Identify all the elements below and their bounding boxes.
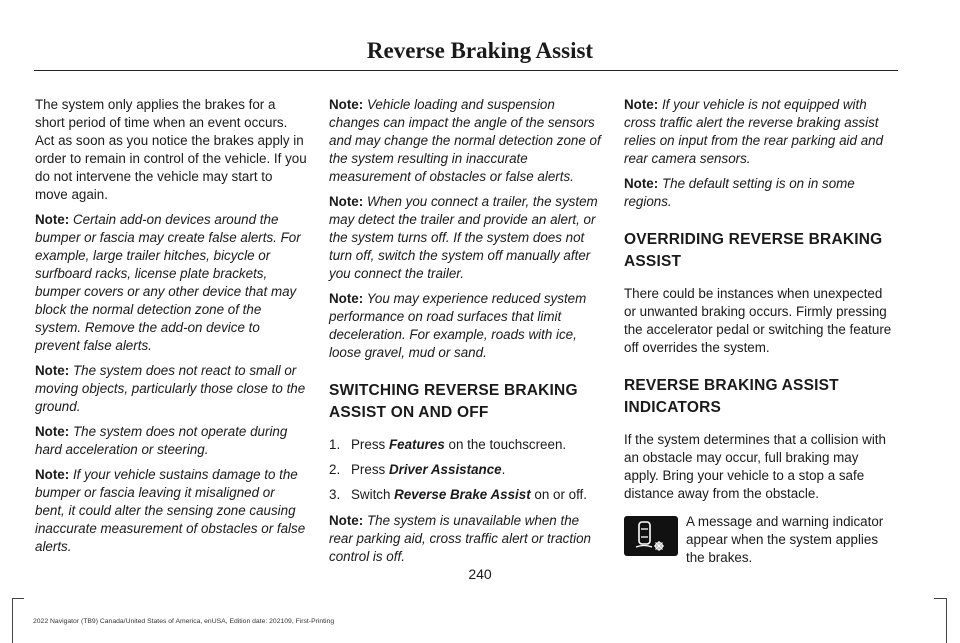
note-label: Note: — [35, 363, 70, 378]
list-item: 1. Press Features on the touchscreen. — [329, 437, 567, 452]
page-number: 240 — [468, 566, 492, 582]
crop-mark — [934, 598, 946, 599]
header-divider — [34, 70, 898, 71]
indicator-caption: A message and warning indicator appear when the system applies the brakes. — [686, 514, 884, 565]
note-label: Note: — [329, 513, 364, 528]
footer-edition-info: 2022 Navigator (TB9) Canada/United States of America, enUSA, Edition date: 202109, First-Printing — [33, 618, 335, 625]
column-2 — [329, 96, 601, 573]
note-label: Note: — [35, 424, 70, 439]
note: Note: The system is unavailable when the rear parking aid, cross traffic alert or traction control is off. — [329, 513, 591, 564]
list-item: 3. Switch Reverse Brake Assist on or off. — [329, 487, 587, 502]
note-label: Note: — [329, 97, 364, 112]
page-title: Reverse Braking Assist — [366, 38, 594, 63]
note: Note: The system does not react to small or moving objects, particularly those close to the ground. — [35, 363, 306, 414]
indicators-paragraph: If the system determines that a collision with an obstacle may occur, full braking may apply. Bring your vehicle to a stop a safe distance away from the obstacle. — [624, 432, 886, 501]
list-item: 2. Press Driver Assistance. — [329, 462, 506, 477]
note: Note: If your vehicle sustains damage to the bumper or fascia leaving it misaligned or bent, it could alter the sensing zone causing inaccurate measurement of obstacles or false alerts. — [35, 467, 306, 554]
note: Note: Certain add-on devices around the bumper or fascia may create false alerts. For example, large trailer hitches, bicycle or surfboard racks, license plate brackets, bumper covers or any other device that may block the normal detection zone of the system. Remove the add-on device to prevent false alerts. — [35, 212, 301, 353]
intro-paragraph: The system only applies the brakes for a short period of time when an event occurs. Act as soon as you notice the brakes apply in order to remain in control of the vehicle. If you do not intervene the vehicle may start to move again. — [35, 97, 307, 202]
note: Note: If your vehicle is not equipped with cross traffic alert the reverse braking assist relies on input from the rear parking aid and rear camera sensors. — [624, 97, 884, 166]
note: Note: The default setting is on in some regions. — [624, 176, 855, 209]
crop-mark — [946, 598, 947, 643]
column-3 — [624, 96, 896, 567]
note: Note: When you connect a trailer, the system may detect the trailer and provide an alert, or the system turns off. If the system does not turn off, switch the system off manually after you connect the trailer. — [329, 194, 598, 281]
override-paragraph: There could be instances when unexpected or unwanted braking occurs. Firmly pressing the accelerator pedal or switching the feature off overrides the system. — [624, 286, 892, 355]
note-label: Note: — [624, 176, 659, 191]
note-label: Note: — [624, 97, 659, 112]
section-heading-overriding: OVERRIDING REVERSE BRAKING ASSIST — [624, 231, 883, 270]
section-heading-switching: SWITCHING REVERSE BRAKING ASSIST ON AND OFF — [329, 382, 578, 421]
note-label: Note: — [35, 212, 70, 227]
note-label: Note: — [329, 291, 364, 306]
crop-mark — [12, 598, 13, 643]
section-heading-indicators: REVERSE BRAKING ASSIST INDICATORS — [624, 377, 839, 416]
note: Note: Vehicle loading and suspension changes can impact the angle of the sensors and may change the normal detection zone of the system resulting in inaccurate measurement of obstacles or false alerts. — [329, 97, 601, 184]
note-label: Note: — [329, 194, 364, 209]
reverse-brake-assist-warning-icon — [624, 516, 678, 556]
column-1 — [35, 96, 307, 563]
indicator-row — [624, 513, 896, 567]
note-label: Note: — [35, 467, 70, 482]
steps-list — [329, 436, 601, 504]
note: Note: The system does not operate during hard acceleration or steering. — [35, 424, 288, 457]
note: Note: You may experience reduced system performance on road surfaces that limit deceleration. For example, roads with ice, loose gravel, mud or sand. — [329, 291, 587, 360]
crop-mark — [12, 598, 24, 599]
